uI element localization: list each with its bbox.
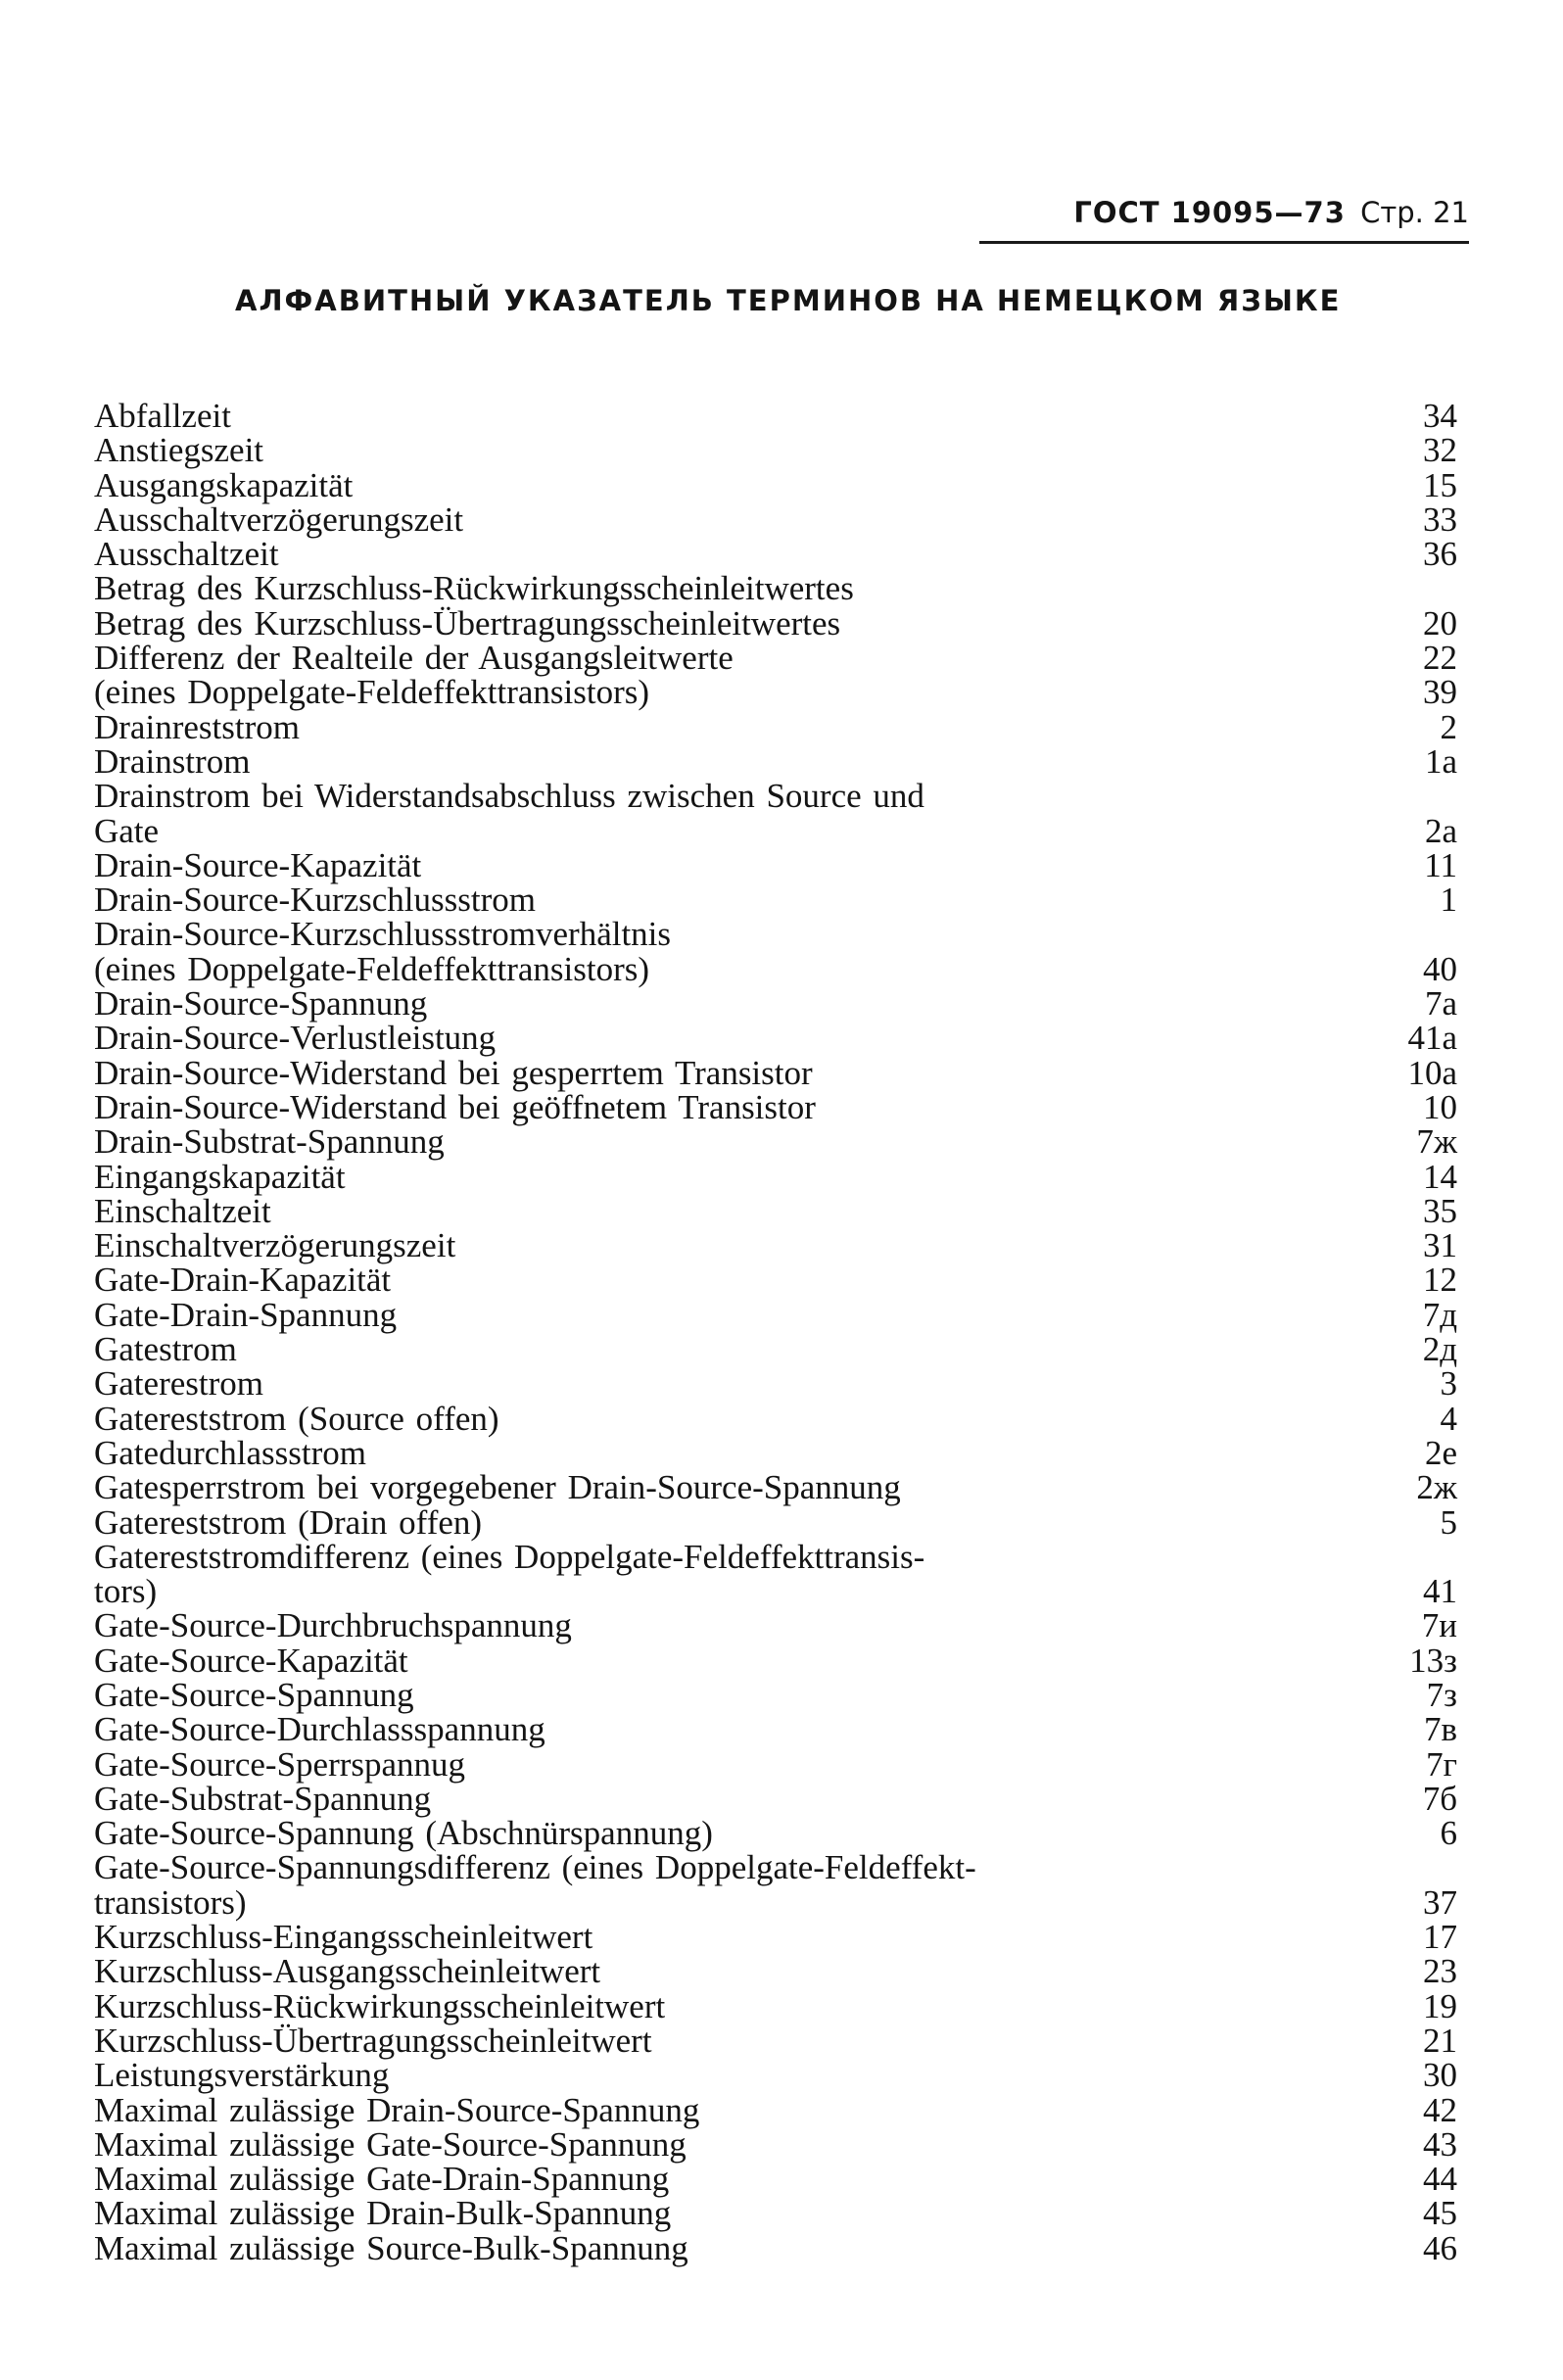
index-term-number: 2ж: [1416, 1468, 1457, 1507]
index-term: Anstiegszeit: [94, 431, 264, 470]
index-term: Gatereststrom (Source offen): [94, 1399, 499, 1438]
term-index-list: [94, 399, 1465, 2265]
index-term-number: 33: [1423, 500, 1457, 539]
index-term: Drainstrom bei Widerstandsabschluss zwischen Source und Gate: [94, 777, 924, 850]
page-header: [979, 196, 1469, 244]
index-term-number: 10a: [1407, 1053, 1457, 1092]
index-term-number: 41a: [1407, 1019, 1457, 1058]
index-term-number: 35: [1423, 1191, 1457, 1230]
index-term-number: 15: [1423, 465, 1457, 504]
index-entry: [94, 1779, 1465, 1818]
index-term-number: 7ж: [1416, 1122, 1457, 1162]
index-term-number: 2e: [1424, 1433, 1457, 1472]
index-term: Drain-Source-Kurzschlussstromverhältnis (eines Doppelgate-Feldeffekttransistors): [94, 915, 672, 988]
index-term: Gate-Substrat-Spannung: [94, 1779, 432, 1818]
index-term-number: 2a: [1424, 811, 1457, 850]
index-entry: [94, 603, 1465, 643]
index-term: Drain-Source-Kurzschlussstrom: [94, 881, 537, 920]
index-term: Betrag des Kurzschluss-Übertragungsscheinleitwertes: [94, 603, 841, 643]
index-term-number: 32: [1423, 431, 1457, 470]
index-term-number: 14: [1423, 1157, 1457, 1196]
index-term: Leistungsverstärkung: [94, 2056, 390, 2095]
index-term-number: 36: [1423, 535, 1457, 574]
index-term: Gatestrom: [94, 1330, 237, 1369]
index-term: Drainstrom: [94, 741, 251, 781]
index-term: Drain-Source-Widerstand bei geöffnetem Transistor: [94, 1087, 816, 1126]
index-term-number: 4: [1440, 1399, 1457, 1438]
index-term-number: 41: [1423, 1572, 1457, 1611]
index-term-number: 19: [1423, 1986, 1457, 2025]
index-entry: [94, 2023, 1465, 2058]
index-term: Kurzschluss-Eingangsscheinleitwert: [94, 1918, 593, 1957]
index-term: Drain-Source-Spannung: [94, 984, 428, 1023]
index-entry: [94, 779, 1465, 848]
index-entry: [94, 2090, 1465, 2129]
index-term: Kurzschluss-Rückwirkungsscheinleitwert: [94, 1986, 666, 2025]
index-term-number: 46: [1423, 2228, 1457, 2267]
index-term: (eines Doppelgate-Feldeffekttransistors): [94, 673, 650, 712]
index-entry: [94, 1295, 1465, 1334]
index-term-number: 7г: [1426, 1744, 1457, 1784]
index-term-number: 7в: [1423, 1710, 1457, 1749]
index-term: Ausgangskapazität: [94, 465, 354, 504]
index-entry: [94, 1330, 1465, 1369]
index-term-number: 37: [1423, 1882, 1457, 1922]
index-term-number: 5: [1440, 1502, 1457, 1542]
index-term: Drain-Source-Widerstand bei gesperrtem Transistor: [94, 1053, 813, 1092]
index-term-number: 7з: [1426, 1675, 1457, 1714]
index-term-number: 42: [1423, 2090, 1457, 2129]
index-term-number: 2: [1440, 707, 1457, 746]
index-term: Maximal zulässige Source-Bulk-Spannung: [94, 2228, 688, 2267]
index-term: Eingangskapazität: [94, 1157, 346, 1196]
index-entry: [94, 741, 1465, 781]
index-entry: [94, 1744, 1465, 1784]
index-entry: [94, 1606, 1465, 1645]
index-term: Einschaltzeit: [94, 1191, 271, 1230]
index-term: Gate-Drain-Spannung: [94, 1295, 398, 1334]
index-term: Ausschaltzeit: [94, 535, 279, 574]
index-entry: [94, 1986, 1465, 2025]
index-entry: [94, 431, 1465, 470]
index-term: Differenz der Realteile der Ausgangsleitwerte: [94, 639, 734, 678]
index-entry: [94, 502, 1465, 537]
index-term: Drainreststrom: [94, 707, 300, 746]
index-entry: [94, 399, 1465, 433]
index-term-number: 3: [1440, 1364, 1457, 1404]
index-entry: [94, 1537, 1465, 1611]
page-number: Стр. 21: [1360, 196, 1469, 229]
index-term-number: 23: [1423, 1952, 1457, 1991]
index-term: Gate-Source-Durchbruchspannung: [94, 1606, 572, 1645]
index-term: Drain-Source-Verlustleistung: [94, 1019, 497, 1058]
index-entry: [94, 1122, 1465, 1162]
index-entry: [94, 1952, 1465, 1991]
index-term-number: 7д: [1422, 1295, 1457, 1334]
index-entry: [94, 535, 1465, 574]
index-term-number: 13з: [1409, 1641, 1457, 1680]
index-term-number: 30: [1423, 2056, 1457, 2095]
index-term: Betrag des Kurzschluss-Rückwirkungsscheinleitwertes: [94, 569, 854, 608]
index-entry: [94, 2228, 1465, 2267]
index-entry: [94, 465, 1465, 504]
index-entry: [94, 1087, 1465, 1126]
index-term: Ausschaltverzögerungszeit: [94, 500, 464, 539]
index-entry: [94, 2160, 1465, 2199]
index-entry: [94, 1643, 1465, 1678]
index-term: Maximal zulässige Gate-Drain-Spannung: [94, 2160, 670, 2199]
index-term-number: 31: [1423, 1226, 1457, 1265]
index-term: Drain-Substrat-Spannung: [94, 1122, 445, 1162]
index-term: Gatedurchlassstrom: [94, 1433, 366, 1472]
index-term: Einschaltverzögerungszeit: [94, 1226, 456, 1265]
index-term: Gate-Source-Durchlassspannung: [94, 1710, 545, 1749]
index-term: Kurzschluss-Ausgangsscheinleitwert: [94, 1952, 601, 1991]
index-term-number: 44: [1423, 2160, 1457, 2199]
index-term: Drain-Source-Kapazität: [94, 845, 422, 884]
index-entry: [94, 881, 1465, 920]
index-term-number: 17: [1423, 1918, 1457, 1957]
index-term-number: 34: [1423, 397, 1457, 435]
index-term-number: 12: [1423, 1261, 1457, 1300]
index-term: Maximal zulässige Drain-Bulk-Spannung: [94, 2194, 672, 2233]
standard-number: ГОСТ 19095—73: [1073, 196, 1346, 229]
index-term: Gate-Source-Kapazität: [94, 1641, 408, 1680]
index-entry: [94, 1364, 1465, 1404]
index-entry: [94, 1399, 1465, 1438]
index-term-number: 11: [1424, 845, 1457, 884]
index-entry: [94, 1814, 1465, 1853]
index-term-number: 39: [1423, 673, 1457, 712]
index-term-number: 40: [1423, 949, 1457, 988]
index-term: Gatesperrstrom bei vorgegebener Drain-Source-Spannung: [94, 1468, 901, 1507]
page-title: АЛФАВИТНЫЙ УКАЗАТЕЛЬ ТЕРМИНОВ НА НЕМЕЦКОМ ЯЗЫКЕ: [235, 284, 1342, 317]
index-entry: [94, 2124, 1465, 2164]
index-term: Maximal zulässige Gate-Source-Spannung: [94, 2124, 687, 2164]
index-entry: [94, 1261, 1465, 1300]
index-entry: [94, 986, 1465, 1021]
index-term: Gate-Drain-Kapazität: [94, 1261, 392, 1300]
index-term-number: 7б: [1422, 1779, 1457, 1818]
index-term-number: 21: [1423, 2021, 1457, 2060]
index-entry: [94, 2056, 1465, 2095]
index-entry: [94, 1053, 1465, 1092]
index-entry: [94, 1468, 1465, 1507]
index-entry: [94, 2194, 1465, 2233]
index-term: Gate-Source-Spannung (Abschnürspannung): [94, 1814, 713, 1853]
index-entry: [94, 1710, 1465, 1749]
index-entry: [94, 569, 1465, 608]
index-term: Gaterestrom: [94, 1364, 263, 1404]
index-term: Abfallzeit: [94, 397, 231, 435]
index-term: Gatereststromdifferenz (eines Doppelgate-Feldeffekttransis- tors): [94, 1537, 925, 1611]
index-term-number: 7и: [1421, 1606, 1457, 1645]
index-entry: [94, 1675, 1465, 1714]
index-term: Gate-Source-Spannungsdifferenz (eines Doppelgate-Feldeffekt- transistors): [94, 1848, 976, 1922]
index-term: Maximal zulässige Drain-Source-Spannung: [94, 2090, 700, 2129]
index-entry: [94, 917, 1465, 986]
index-entry: [94, 1918, 1465, 1957]
index-entry: [94, 639, 1465, 678]
index-term-number: 22: [1423, 639, 1457, 678]
index-entry: [94, 1502, 1465, 1542]
index-term-number: 20: [1423, 603, 1457, 643]
index-term-number: 43: [1423, 2124, 1457, 2164]
index-term-number: 1: [1440, 881, 1457, 920]
index-term-number: 45: [1423, 2194, 1457, 2233]
index-term-number: 2д: [1422, 1330, 1457, 1369]
index-entry: [94, 845, 1465, 884]
index-entry: [94, 1157, 1465, 1196]
index-term: Gatereststrom (Drain offen): [94, 1502, 483, 1542]
index-term-number: 7a: [1424, 984, 1457, 1023]
index-term: Gate-Source-Sperrspannug: [94, 1744, 466, 1784]
index-entry: [94, 1191, 1465, 1230]
index-term-number: 1a: [1424, 741, 1457, 781]
index-term-number: 10: [1423, 1087, 1457, 1126]
index-entry: [94, 707, 1465, 746]
index-term-number: 6: [1440, 1814, 1457, 1853]
index-entry: [94, 1226, 1465, 1265]
index-term: Gate-Source-Spannung: [94, 1675, 414, 1714]
index-entry: [94, 1019, 1465, 1058]
index-entry: [94, 1850, 1465, 1920]
index-entry: [94, 1433, 1465, 1472]
index-term: Kurzschluss-Übertragungsscheinleitwert: [94, 2021, 652, 2060]
index-entry: [94, 673, 1465, 712]
